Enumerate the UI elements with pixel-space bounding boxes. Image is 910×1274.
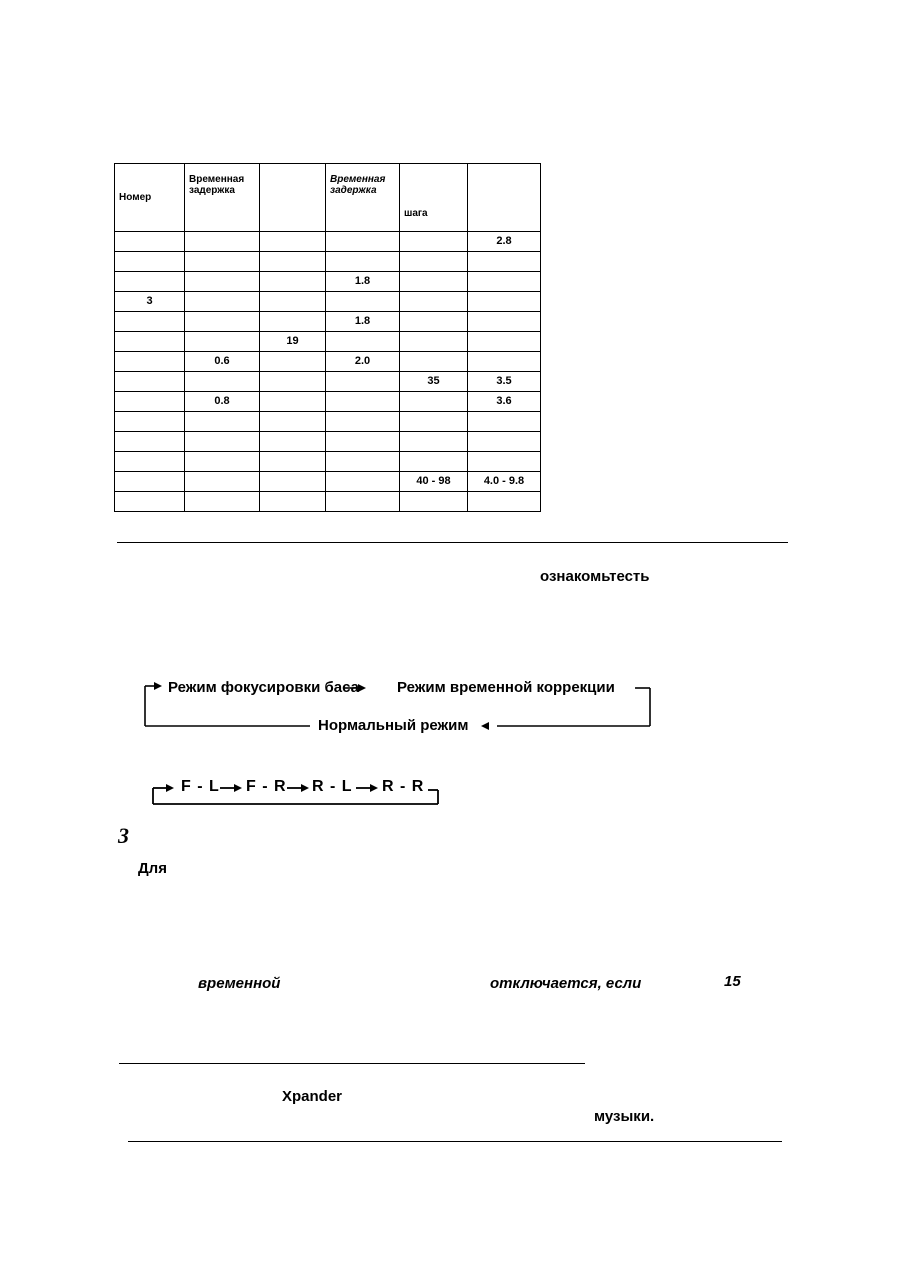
header-step: шага xyxy=(400,164,468,232)
familiarize-word: ознакомьтесть xyxy=(540,568,650,585)
table-cell xyxy=(468,492,541,512)
table-cell: 19 xyxy=(260,332,326,352)
table-cell xyxy=(468,272,541,292)
table-row xyxy=(115,272,541,292)
table-cell xyxy=(326,232,400,252)
table-cell xyxy=(400,272,468,292)
table-header-row xyxy=(115,164,541,232)
divider-1 xyxy=(117,542,788,543)
table-cell: 3 xyxy=(115,292,185,312)
table-cell xyxy=(400,432,468,452)
table-cell xyxy=(115,232,185,252)
table-cell xyxy=(115,452,185,472)
seq-f-r: F - R xyxy=(246,778,287,795)
table-cell xyxy=(400,312,468,332)
table-cell xyxy=(468,292,541,312)
table-row xyxy=(115,452,541,472)
table-cell: 1.8 xyxy=(326,272,400,292)
table-cell xyxy=(326,252,400,272)
seq-r-l: R - L xyxy=(312,778,353,795)
table-cell xyxy=(185,412,260,432)
fifteen-value: 15 xyxy=(724,973,741,990)
divider-3 xyxy=(128,1141,782,1142)
header-number: Номер xyxy=(115,164,185,232)
table-cell xyxy=(185,432,260,452)
table-cell xyxy=(400,352,468,372)
table-cell xyxy=(260,352,326,372)
table-cell xyxy=(115,372,185,392)
table-cell: 40 - 98 xyxy=(400,472,468,492)
table-cell: 0.6 xyxy=(185,352,260,372)
table-cell xyxy=(185,452,260,472)
table-cell: 0.8 xyxy=(185,392,260,412)
table-cell xyxy=(185,492,260,512)
table-row xyxy=(115,232,541,252)
table-cell xyxy=(115,252,185,272)
table-cell: 2.0 xyxy=(326,352,400,372)
table-body xyxy=(115,232,541,512)
table-cell xyxy=(115,392,185,412)
delay-table xyxy=(114,163,541,512)
table-cell xyxy=(326,492,400,512)
table-row xyxy=(115,312,541,332)
table-row xyxy=(115,432,541,452)
table-cell xyxy=(400,252,468,272)
table-cell xyxy=(260,292,326,312)
table-cell xyxy=(400,412,468,432)
table-cell: 35 xyxy=(400,372,468,392)
table-cell xyxy=(400,232,468,252)
table-cell xyxy=(260,232,326,252)
table-cell xyxy=(260,412,326,432)
table-cell xyxy=(326,332,400,352)
table-cell xyxy=(400,452,468,472)
table-cell xyxy=(260,372,326,392)
disabled-if-phrase: отключается, если xyxy=(490,975,642,992)
table-row xyxy=(115,412,541,432)
table-cell xyxy=(185,332,260,352)
table-cell xyxy=(115,312,185,332)
table-cell xyxy=(185,472,260,492)
table-cell xyxy=(260,472,326,492)
header-time-delay-2: Временная задержка xyxy=(326,164,400,232)
table-cell: 1.8 xyxy=(326,312,400,332)
step-number: 3 xyxy=(118,823,129,848)
table-cell xyxy=(468,312,541,332)
table-cell xyxy=(468,332,541,352)
table-cell xyxy=(115,492,185,512)
mode-bass-label: Режим фокусировки баса xyxy=(168,679,359,696)
table-cell xyxy=(185,232,260,252)
table-cell xyxy=(260,252,326,272)
table-cell xyxy=(326,412,400,432)
table-cell xyxy=(260,272,326,292)
table-row xyxy=(115,252,541,272)
table-cell xyxy=(115,352,185,372)
seq-r-r: R - R xyxy=(382,778,425,795)
table-cell xyxy=(326,452,400,472)
table-cell xyxy=(115,272,185,292)
table-cell xyxy=(468,412,541,432)
table-cell xyxy=(115,412,185,432)
table-cell xyxy=(115,332,185,352)
table-cell xyxy=(326,392,400,412)
table-row xyxy=(115,352,541,372)
table-cell xyxy=(185,312,260,332)
table-cell: 4.0 - 9.8 xyxy=(468,472,541,492)
table-cell xyxy=(115,472,185,492)
table-cell: 3.6 xyxy=(468,392,541,412)
table-cell xyxy=(468,432,541,452)
table-row xyxy=(115,292,541,312)
table-cell xyxy=(326,432,400,452)
table-cell xyxy=(400,292,468,312)
table-row xyxy=(115,492,541,512)
header-blank-2 xyxy=(468,164,541,232)
table-cell xyxy=(115,432,185,452)
table-cell xyxy=(326,472,400,492)
music-word: музыки. xyxy=(594,1108,655,1125)
header-time-delay-1: Временная задержка xyxy=(185,164,260,232)
divider-2 xyxy=(119,1063,585,1064)
mode-normal-label: Нормальный режим xyxy=(318,717,469,734)
table-cell xyxy=(326,292,400,312)
table-row xyxy=(115,392,541,412)
table-cell xyxy=(260,452,326,472)
mode-time-label: Режим временной коррекции xyxy=(397,679,615,696)
xpander-word: Xpander xyxy=(282,1088,343,1105)
table-cell xyxy=(185,272,260,292)
table-cell xyxy=(185,292,260,312)
table-cell xyxy=(326,372,400,392)
table-cell xyxy=(468,352,541,372)
header-blank-1 xyxy=(260,164,326,232)
time-word: временной xyxy=(198,975,281,992)
table-cell xyxy=(260,432,326,452)
table-cell: 2.8 xyxy=(468,232,541,252)
table-row xyxy=(115,332,541,352)
table-cell: 3.5 xyxy=(468,372,541,392)
table-cell xyxy=(400,392,468,412)
table-cell xyxy=(468,252,541,272)
table-cell xyxy=(260,492,326,512)
table-row xyxy=(115,472,541,492)
table-cell xyxy=(260,312,326,332)
table-row xyxy=(115,372,541,392)
table-cell xyxy=(185,372,260,392)
table-cell xyxy=(185,252,260,272)
table-cell xyxy=(400,332,468,352)
table-cell xyxy=(468,452,541,472)
seq-f-l: F - L xyxy=(181,778,220,795)
for-word: Для xyxy=(138,860,167,877)
table-cell xyxy=(260,392,326,412)
table-cell xyxy=(400,492,468,512)
